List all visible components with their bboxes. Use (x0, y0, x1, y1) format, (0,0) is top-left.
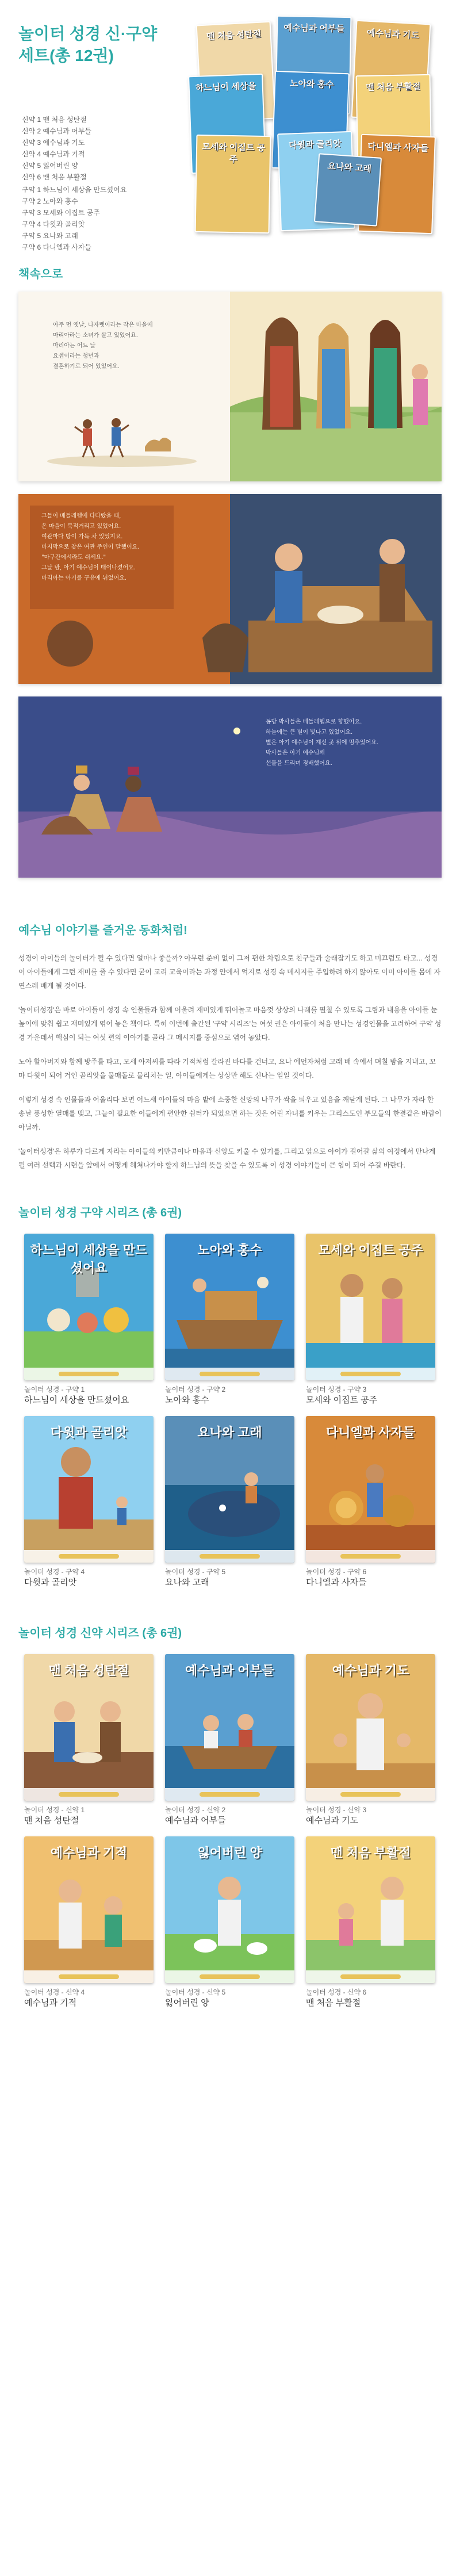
stack-cover: 하느님이 세상을 (188, 74, 266, 174)
book-title: 요나와 고래 (165, 1578, 209, 1587)
children-dancing-illustration (41, 407, 202, 470)
book-series-label: 놀이터 성경 - 구약 2 (165, 1385, 226, 1394)
book-cover[interactable] (165, 1234, 294, 1380)
book-title: 맨 처음 성탄절 (24, 1816, 79, 1825)
holy-family-illustration (230, 292, 442, 481)
book-title: 하느님이 세상을 만드셨어요 (24, 1395, 129, 1405)
book-series-label: 놀이터 성경 - 구약 3 (306, 1385, 367, 1394)
intro-section (0, 921, 460, 1172)
list-item: 신약 6 맨 처음 부활절 (22, 173, 87, 181)
book-title: 잃어버린 양 (165, 1998, 209, 2008)
book-title: 맨 처음 부활절 (306, 1998, 361, 2008)
book-series-label: 놀이터 성경 - 구약 6 (306, 1568, 367, 1576)
cover-title: 요나와 고래 (197, 1425, 262, 1440)
cover-title: 예수님과 어부들 (185, 1663, 274, 1678)
book-cover[interactable] (24, 1836, 154, 1983)
book-series-label: 놀이터 성경 - 신약 1 (24, 1806, 85, 1814)
spread-1-text: 아주 먼 옛날, 나자렛이라는 작은 마을에 마리아라는 소녀가 살고 있었어요. 마리아는 어느 날 요셉이라는 청년과 결혼하기로 되어 있었어요. (53, 322, 153, 370)
spread-3-text: 동방 박사들은 베들레헴으로 향했어요. 하늘에는 큰 별이 빛나고 있었어요. 별은 아기 예수님이 계신 곳 위에 멈추었어요. 박사들은 아기 예수님께 선물을 드리며 경배했어요. (266, 719, 379, 767)
cover-title: 예수님과 기도 (332, 1663, 409, 1678)
cover-title: 예수님과 기적 (50, 1846, 128, 1860)
book-cover[interactable] (165, 1654, 294, 1801)
book-title: 다윗과 골리앗 (24, 1578, 77, 1587)
stack-cover: 맨 처음 성탄절 (196, 21, 276, 123)
book-series-label: 놀이터 성경 - 구약 5 (165, 1568, 226, 1576)
intro-paragraph: 이렇게 성경 속 인물들과 어울리다 보면 어느새 아이들의 마음 밭에 소중한 신앙의 나무가 싹을 틔우고 있음을 깨닫게 된다. 그 나무가 자라 한 송날 풍성한 열매를 맺고, 그늘이 필요한 이들에게 편안한 쉼터가 되었으면 하는 것은 어린 자녀를 키우는 그리스도인 부모들의 한결같은 바람이 아닐까. (18, 1096, 442, 1131)
set-title (18, 23, 157, 67)
book-title: 예수님과 어부들 (165, 1816, 226, 1825)
cover-title: 다윗과 골리앗 (50, 1425, 128, 1440)
book-item[interactable] (306, 1836, 435, 2009)
stack-cover: 예수님과 어부들 (275, 16, 352, 114)
cover-title: 모세와 이집트 공주 (318, 1243, 423, 1257)
list-item: 신약 4 예수님과 기적 (22, 150, 85, 158)
book-cover[interactable] (24, 1416, 154, 1563)
book-title: 예수님과 기적 (24, 1998, 77, 2008)
list-item: 구약 5 요나와 고래 (22, 232, 78, 240)
list-item: 구약 4 다윗과 골리앗 (22, 220, 85, 228)
book-cover[interactable] (306, 1234, 435, 1380)
book-series-label: 놀이터 성경 - 신약 2 (165, 1806, 226, 1814)
list-item: 구약 3 모세와 이집트 공주 (22, 209, 100, 217)
preview-spread-3 (18, 696, 442, 878)
book-item[interactable] (306, 1416, 435, 1589)
set-title-line1: 놀이터 성경 신·구약 (18, 25, 158, 43)
preview-spread-2 (18, 494, 442, 684)
book-item[interactable] (165, 1416, 294, 1589)
book-cover[interactable] (306, 1836, 435, 1983)
book-series-label: 놀이터 성경 - 구약 4 (24, 1568, 85, 1576)
new-testament-list (22, 114, 91, 183)
hero-section (0, 0, 460, 251)
preview-spread-1 (18, 292, 442, 481)
cover-title: 맨 처음 성탄절 (48, 1663, 129, 1678)
book-series-label: 놀이터 성경 - 신약 6 (306, 1988, 367, 1996)
list-item: 구약 1 하느님이 세상을 만드셨어요 (22, 186, 127, 194)
book-cover[interactable] (306, 1416, 435, 1563)
intro-paragraph: '놀이터성경'은 하루가 다르게 자라는 아이들의 키만큼이나 마음과 신앙도 키울 수 있기를, 그리고 앞으로 아이가 걸어갈 삶의 여정에서 만나게 될 여러 선택과 시련을 앞에서 어떻게 헤쳐나가야 할지 하느님의 뜻을 찾을 수 있도록 이 성경 이야기들이 큰 힘이 되어 주길 바란다. (18, 1147, 436, 1169)
book-title: 노아와 홍수 (165, 1395, 209, 1405)
cover-title: 다니엘과 사자들 (326, 1425, 415, 1440)
book-item[interactable] (24, 1416, 154, 1589)
book-series-label: 놀이터 성경 - 신약 5 (165, 1988, 226, 1996)
book-cover[interactable] (306, 1654, 435, 1801)
book-series-label: 놀이터 성경 - 구약 1 (24, 1385, 85, 1394)
intro-paragraph: '놀이터성경'은 바로 아이들이 성경 속 인물들과 함께 어울려 재미있게 뛰어놀고 마음껏 상상의 나래를 펼칠 수 있도록 그림과 내용을 아이들 눈높이에 맞춰 쉽고 재미있게 엮어 놓은 책이다. 특히 이번에 출간된 '구약 시리즈'는 여섯 권은 아이들이 처음 만나는 성경인물을 고려하여 구약 성경 가운데서 핵심이 되는 여섯 편의 이야기를 골라 그 메시지를 중심으로 엮어 놓았다. (18, 1006, 442, 1042)
cover-title: 노아와 홍수 (197, 1243, 262, 1257)
book-item[interactable] (306, 1234, 435, 1407)
stack-cover: 노아와 홍수 (271, 71, 350, 171)
list-item: 신약 2 예수님과 어부들 (22, 127, 92, 135)
stack-cover: 다니엘과 사자들 (358, 134, 436, 234)
spread-2-text: 그들이 베들레헴에 다다랐을 때, 온 마을이 북적거리고 있었어요. 여관마다 방이 가득 차 있었지요. 마지막으로 찾은 여관 주인이 말했어요. "마구간에서라도 쉬세요." 그날 밤, 아기 예수님이 태어나셨어요. 마리아는 아기를 구유에 뉘었어요. (41, 513, 140, 581)
list-item: 구약 6 다니엘과 사자들 (22, 243, 92, 251)
book-series-label: 놀이터 성경 - 신약 4 (24, 1988, 85, 1996)
book-cover[interactable] (165, 1416, 294, 1563)
book-title: 예수님과 기도 (306, 1816, 359, 1825)
intro-paragraph: 노아 할아버지와 함께 방주를 타고, 모세 아저씨를 따라 기적처럼 갈라진 바다를 건너고, 요나 예언자처럼 고래 배 속에서 며칠 밤을 지내고, 꼬마 다윗이 되어 거인 골리앗을 물매돌로 물리치는 일, 아이들에게는 상상만 해도 신나는 일일 것이다. (18, 1058, 436, 1080)
list-item: 구약 2 노아와 홍수 (22, 197, 78, 205)
set-title-line2: 세트(총 12권) (18, 47, 114, 64)
book-title: 모세와 이집트 공주 (306, 1395, 378, 1405)
list-item: 신약 1 맨 처음 성탄절 (22, 116, 87, 124)
book-cover[interactable] (24, 1234, 154, 1380)
book-item[interactable] (306, 1654, 435, 1827)
book-item[interactable] (165, 1234, 294, 1407)
book-item[interactable] (24, 1234, 154, 1407)
book-cover[interactable] (165, 1836, 294, 1983)
stack-cover: 다윗과 골리앗 (277, 131, 355, 231)
ot-series-grid (0, 1234, 460, 1589)
nt-series-grid (0, 1654, 460, 2009)
book-series-label: 놀이터 성경 - 신약 3 (306, 1806, 367, 1814)
intro-paragraph: 성경이 아이들의 놀이터가 될 수 있다면 얼마나 좋을까? 아무런 준비 없이 그저 편한 차림으로 친구들과 술래잡기도 하고 미끄럼도 타고... 성경이 아이들에게 그런 재미를 줄 수 있다면 굳이 교리 교육이라는 과정 안에서 억지로 성경 속 메시지를 주입하려 하지 않아도 이미 아이들 몸에 자연스레 배게 될 것이다. (18, 954, 441, 990)
list-item: 신약 3 예수님과 기도 (22, 139, 85, 147)
book-item[interactable] (165, 1654, 294, 1827)
stack-cover: 예수님과 기도 (351, 20, 431, 122)
cover-title: 맨 처음 부활절 (330, 1846, 411, 1860)
preview-heading: 책속으로 (18, 268, 63, 281)
book-item[interactable] (24, 1654, 154, 1827)
cover-title: 잃어버린 양 (197, 1846, 262, 1860)
ot-series-heading: 놀이터 성경 구약 시리즈 (총 6권) (18, 1207, 182, 1219)
nt-series-heading: 놀이터 성경 신약 시리즈 (총 6권) (18, 1627, 182, 1640)
intro-heading: 예수님 이야기를 즐거운 동화처럼! (18, 924, 187, 937)
book-title: 다니엘과 사자들 (306, 1578, 367, 1587)
cover-title: 하느님이 세상을 만드셨어요 (30, 1243, 148, 1275)
book-item[interactable] (165, 1836, 294, 2009)
stack-cover: 맨 처음 부활절 (356, 74, 432, 173)
list-item: 신약 5 잃어버린 양 (22, 162, 78, 170)
stack-cover: 요나와 고래 (314, 153, 382, 226)
old-testament-list (22, 184, 126, 253)
book-item[interactable] (24, 1836, 154, 2009)
stack-cover: 모세와 이집트 공주 (195, 135, 271, 234)
book-cover[interactable] (24, 1654, 154, 1801)
book-stack-image (187, 12, 446, 242)
